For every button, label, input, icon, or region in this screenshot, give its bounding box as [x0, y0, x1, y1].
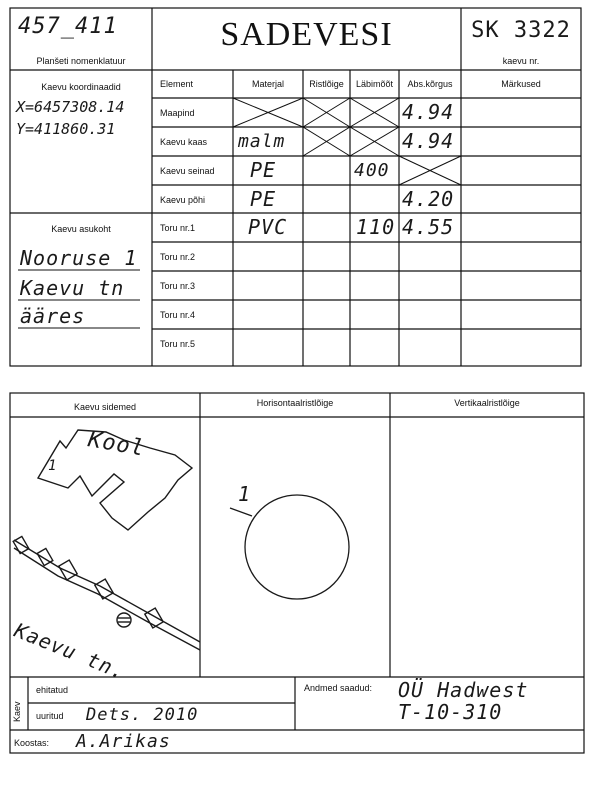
built-label: ehitatud	[36, 685, 69, 695]
horizontal-section-label: Horisontaalristlõige	[256, 398, 334, 408]
row-element-5: Toru nr.1	[160, 223, 196, 233]
header-element: Element	[160, 79, 194, 89]
data-source-label: Andmed saadud:	[304, 683, 373, 693]
height-kaevu-kaas: 4.94	[402, 129, 455, 153]
row-element-6: Toru nr.2	[160, 252, 196, 262]
surveyed-label: uuritud	[36, 711, 64, 721]
location-line-1: Nooruse 1	[20, 246, 138, 270]
surveyed-value: Dets. 2010	[86, 705, 199, 725]
well-side-label: Kaev	[12, 701, 22, 722]
material-toru-1: PVC	[248, 215, 288, 239]
compiled-value: A.Arikas	[76, 731, 171, 752]
row-element-8: Toru nr.4	[160, 310, 196, 320]
row-element-2: Kaevu kaas	[160, 137, 208, 147]
diameter-toru-1: 110	[356, 215, 396, 239]
header-notes: Märkused	[501, 79, 541, 89]
height-maapind: 4.94	[402, 100, 455, 124]
coordinate-x: X=6457308.14	[16, 98, 125, 116]
row-element-3: Kaevu seinad	[160, 166, 215, 176]
data-source-value: OÜ Hadwest	[398, 678, 529, 702]
cross-section-pipe-marker: 1	[238, 482, 252, 506]
well-number-value: SK 3322	[471, 18, 571, 43]
material-kaevu-seinad: PE	[250, 158, 277, 182]
row-element-4: Kaevu põhi	[160, 195, 206, 205]
well-number-label: kaevu nr.	[502, 56, 540, 66]
sketch-pipe-marker: 1	[48, 458, 58, 474]
sketch-street-label: Kaevu tn.	[11, 618, 129, 685]
well-circle	[245, 495, 349, 599]
diameter-kaevu-seinad: 400	[354, 160, 390, 181]
data-source-code: T-10-310	[398, 700, 503, 724]
row-element-7: Toru nr.3	[160, 281, 196, 291]
header-height: Abs.kõrgus	[407, 79, 453, 89]
nomenclature-value: 457_411	[18, 14, 118, 39]
compiled-label: Koostas:	[14, 738, 50, 748]
height-toru-1: 4.55	[402, 215, 455, 239]
material-kaevu-pohi: PE	[250, 187, 277, 211]
header-section: Ristlõige	[309, 79, 344, 89]
coordinate-y: Y=411860.31	[16, 120, 116, 138]
header-diameter: Läbimõõt	[355, 79, 394, 89]
cross-section-sketch	[230, 495, 349, 599]
location-label: Kaevu asukoht	[51, 224, 111, 234]
height-kaevu-pohi: 4.20	[402, 187, 455, 211]
sketch-building-label: Kool	[86, 427, 147, 462]
vertical-section-label: Vertikaalristlõige	[454, 398, 520, 408]
row-element-1: Maapind	[160, 108, 195, 118]
row-element-9: Toru nr.5	[160, 339, 196, 349]
page-title: SADEVESI	[220, 16, 393, 53]
location-line-2: Kaevu tn	[20, 276, 125, 300]
well-symbol	[117, 613, 131, 627]
nomenclature-label: Planšeti nomenklatuur	[36, 56, 126, 66]
header-material: Materjal	[251, 79, 284, 89]
location-line-3: ääres	[20, 304, 86, 328]
coordinates-label: Kaevu koordinaadid	[41, 82, 121, 92]
material-kaevu-kaas: malm	[238, 131, 286, 152]
connections-label: Kaevu sidemed	[73, 402, 137, 412]
